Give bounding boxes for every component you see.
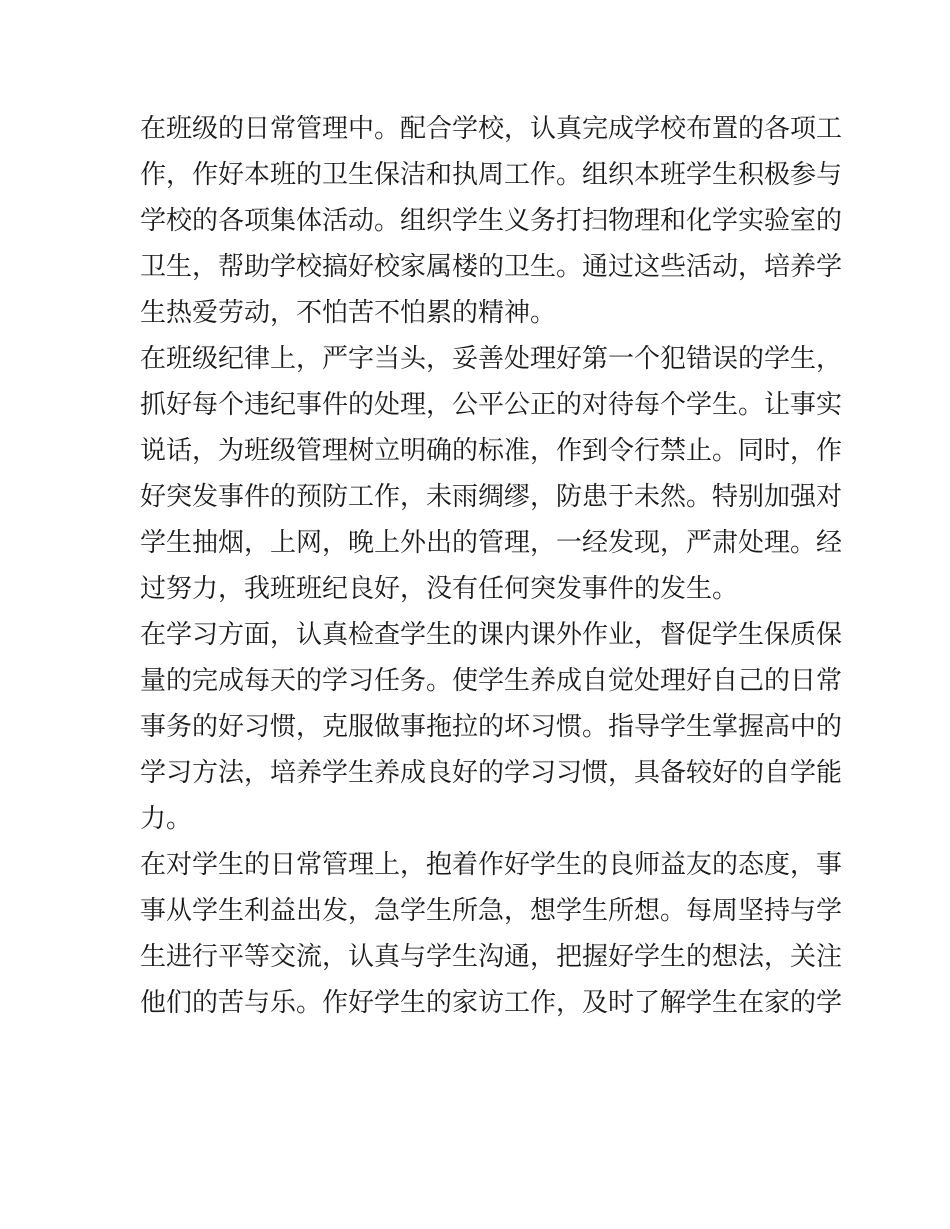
text-line: 力。: [140, 804, 193, 834]
paragraph-student-care: [140, 842, 843, 1026]
text-line: 学校的各项集体活动。组织学生义务打扫物理和化学实验室的: [140, 206, 843, 236]
paragraph-class-discipline: [140, 336, 843, 612]
text-line: 过努力，我班班纪良好，没有任何突发事件的发生。: [140, 574, 739, 604]
text-line: 说话，为班级管理树立明确的标准，作到令行禁止。同时，作: [140, 436, 843, 466]
paragraph-study: [140, 612, 843, 842]
text-line: 事从学生利益出发，急学生所急，想学生所想。每周坚持与学: [140, 896, 843, 926]
paragraph-daily-management: [140, 106, 843, 336]
text-line: 在对学生的日常管理上，抱着作好学生的良师益友的态度，事: [140, 850, 843, 880]
text-line: 事务的好习惯，克服做事拖拉的坏习惯。指导学生掌握高中的: [140, 712, 843, 742]
text-line: 作，作好本班的卫生保洁和执周工作。组织本班学生积极参与: [140, 160, 843, 190]
text-line: 他们的苦与乐。作好学生的家访工作，及时了解学生在家的学: [140, 988, 843, 1018]
document-body: [140, 106, 843, 1026]
text-line: 学习方法，培养学生养成良好的学习习惯，具备较好的自学能: [140, 758, 843, 788]
text-line: 卫生，帮助学校搞好校家属楼的卫生。通过这些活动，培养学: [140, 252, 843, 282]
text-line: 量的完成每天的学习任务。使学生养成自觉处理好自己的日常: [140, 666, 843, 696]
text-line: 学生抽烟，上网，晚上外出的管理，一经发现，严肃处理。经: [140, 528, 843, 558]
text-line: 抓好每个违纪事件的处理，公平公正的对待每个学生。让事实: [140, 390, 843, 420]
text-line: 好突发事件的预防工作，未雨绸缪，防患于未然。特别加强对: [140, 482, 843, 512]
text-line: 在班级的日常管理中。配合学校，认真完成学校布置的各项工: [140, 114, 843, 144]
text-line: 生热爱劳动，不怕苦不怕累的精神。: [140, 298, 557, 328]
text-line: 在班级纪律上，严字当头，妥善处理好第一个犯错误的学生，: [140, 344, 843, 374]
text-line: 在学习方面，认真检查学生的课内课外作业，督促学生保质保: [140, 620, 843, 650]
text-line: 生进行平等交流，认真与学生沟通，把握好学生的想法，关注: [140, 942, 843, 972]
